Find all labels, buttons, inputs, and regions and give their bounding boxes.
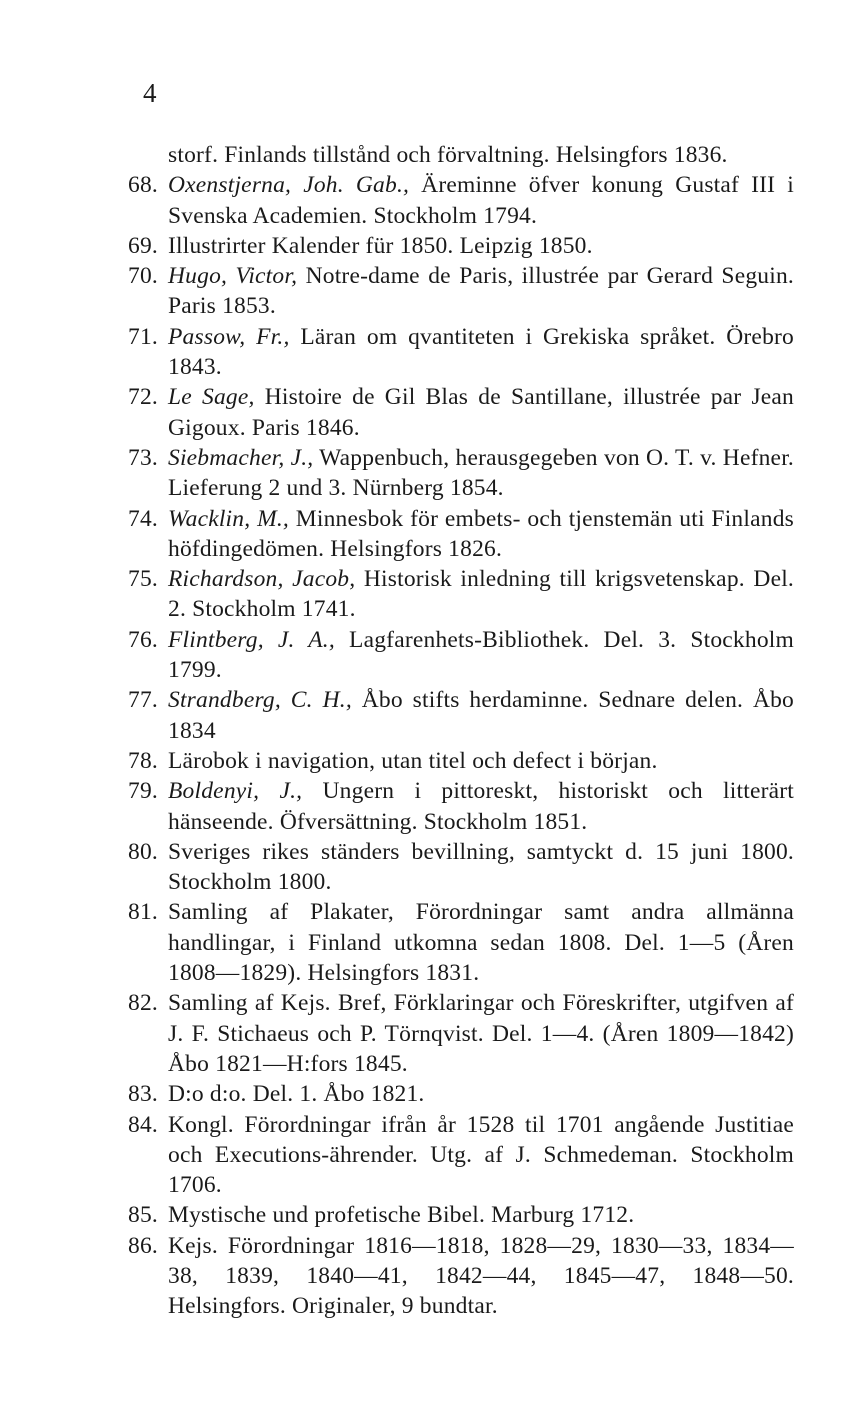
catalog-entry [128,1200,794,1230]
entry-text: Samling af Plakater, Förordningar samt andra allmänna handlingar, i Finland utkomna sedan 1808. Del. 1—5 (Åren 1808—1829). Helsingfors 1831. [168,899,794,987]
entry-author: Siebmacher, J., [168,444,314,471]
entry-text: Minnesbok för embets- och tjenstemän uti Finlands höfdingedömen. Helsingfors 1826. [168,505,794,562]
entry-author: Passow, Fr., [168,323,290,350]
catalog-entry [128,1079,794,1109]
entry-text: Mystische und profetische Bibel. Marburg 1712. [168,1202,635,1229]
catalog-entry [128,776,794,837]
catalog-entry [128,625,794,686]
catalog-entry [128,322,794,383]
entry-text: Lagfarenhets-Bibliothek. Del. 3. Stockholm 1799. [168,626,794,684]
entry-number: 68. [128,172,158,199]
entry-number: 70. [128,263,158,290]
entry-number: 78. [128,747,158,774]
entry-text: Kejs. Förordningar 1816—1818, 1828—29, 1830—33, 1834—38, 1839, 1840—41, 1842—44, 1845—47, 1848—50. Helsingfors. Originaler, 9 bundtar. [168,1232,794,1320]
catalog-entry [128,261,794,322]
entry-text: Histoire de Gil Blas de Santillane, illustrée par Jean Gigoux. Paris 1846. [168,384,794,441]
catalog-entry [128,1110,794,1201]
entry-number: 75. [128,566,158,593]
entry-text: Sveriges rikes ständers bevillning, samtyckt d. 15 juni 1800. Stockholm 1800. [168,838,794,896]
entry-author: Strandberg, C. H., [168,687,352,714]
entry-text: Illustrirter Kalender für 1850. Leipzig 1850. [168,232,593,259]
entry-number: 83. [128,1081,158,1108]
entry-text: Wappenbuch, herausgegeben von O. T. v. Hefner. Lieferung 2 und 3. Nürnberg 1854. [168,444,794,502]
entry-text: Lärobok i navigation, utan titel och defect i början. [168,747,658,774]
page-number: 4 [143,78,157,108]
catalog-entry [128,746,794,776]
entry-text: Notre-dame de Paris, illustrée par Gerard Seguin. Paris 1853. [168,263,794,320]
entry-text: Läran om qvantiteten i Grekiska språket. Örebro 1843. [168,323,794,381]
entry-author: Hugo, Victor, [168,263,298,290]
entry-number: 71. [128,323,158,350]
entry-number: 72. [128,384,158,411]
catalog-entry [128,988,794,1079]
catalog-entry [128,897,794,988]
entry-author: Le Sage, [168,384,255,411]
entry-number: 79. [128,778,158,805]
entry-number: 86. [128,1232,158,1259]
catalog-entry-continuation [128,140,794,170]
entry-text: D:o d:o. Del. 1. Åbo 1821. [168,1081,425,1108]
catalog-entry [128,564,794,625]
entry-number: 69. [128,232,158,259]
catalog-entry [128,837,794,898]
catalog-entry [128,170,794,231]
entry-number: 77. [128,687,158,714]
entry-text: Åbo stifts herdaminne. Sednare delen. Åbo 1834 [168,687,795,744]
entry-number: 82. [128,990,158,1017]
catalog-entry [128,443,794,504]
entry-number: 76. [128,626,158,653]
entry-number: 85. [128,1202,158,1229]
entry-text: Historisk inledning till krigsvetenskap. Del. 2. Stockholm 1741. [168,566,795,623]
catalog-entry [128,1231,794,1322]
entry-author: Flintberg, J. A., [168,626,335,653]
entry-number: 74. [128,505,158,532]
entry-text: Ungern i pittoreskt, historiskt och litterärt hänseende. Öfversättning. Stockholm 1851. [168,778,795,835]
catalog-list [128,140,794,1322]
catalog-entry [128,685,794,746]
entry-text: Samling af Kejs. Bref, Förklaringar och Föreskrifter, utgifven af J. F. Stichaeus och P. Törnqvist. Del. 1—4. (Åren 1809—1842) Åbo 1821—H:fors 1845. [168,990,794,1077]
entry-number: 81. [128,899,158,926]
catalog-entry [128,504,794,565]
entry-text: storf. Finlands tillstånd och förvaltning. Helsingfors 1836. [168,142,728,168]
catalog-entry [128,231,794,261]
entry-author: Oxenstjerna, Joh. Gab., [168,172,410,199]
entry-number: 80. [128,838,158,865]
entry-author: Wacklin, M., [168,505,290,532]
entry-author: Boldenyi, J., [168,778,303,805]
entry-number: 84. [128,1111,158,1138]
entry-text: Kongl. Förordningar ifrån år 1528 til 1701 angående Justitiae och Executions-ährender. Utg. af J. Schmedeman. Stockholm 1706. [168,1111,794,1199]
entry-text: Äreminne öfver konung Gustaf III i Svenska Academien. Stockholm 1794. [168,172,794,229]
catalog-entry [128,382,794,443]
entry-author: Richardson, Jacob, [168,566,356,593]
entry-number: 73. [128,444,158,471]
